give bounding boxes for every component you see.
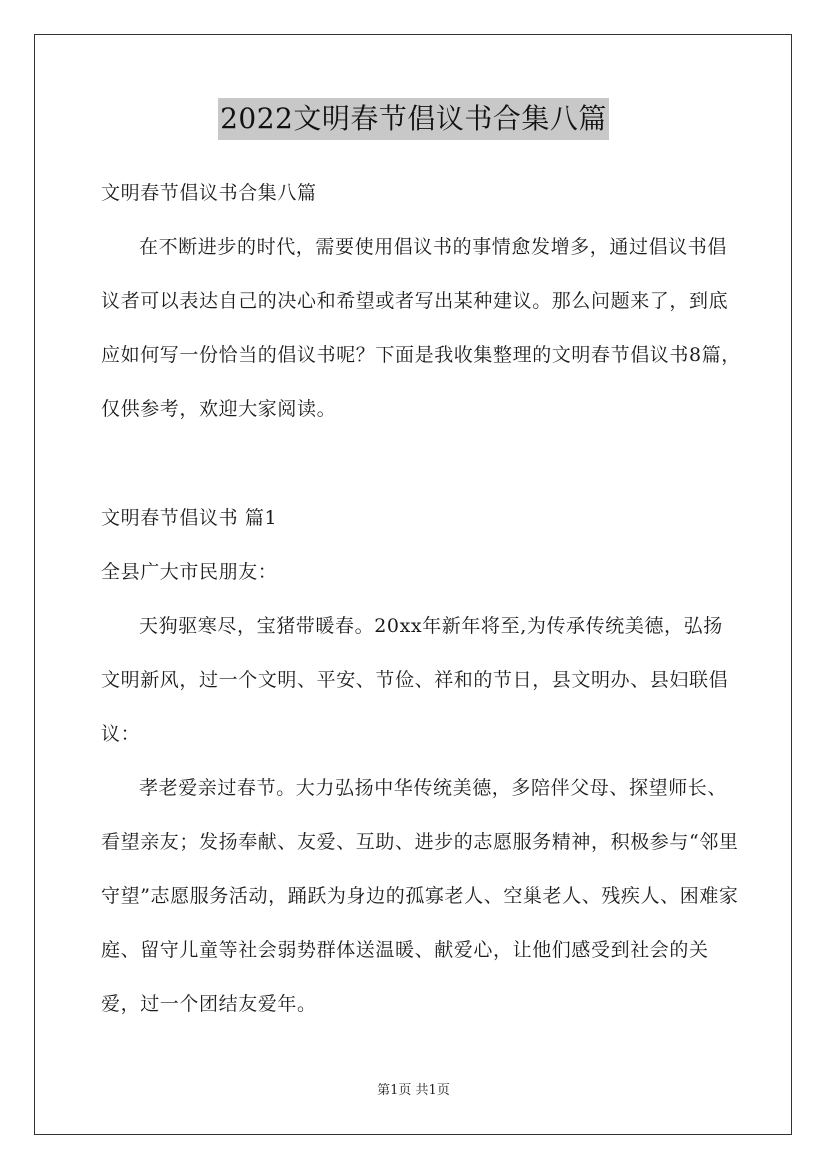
paragraph-2: 孝老爱亲过春节。大力弘扬中华传统美德，多陪伴父母、探望师长、看望亲友；发扬奉献、友爱、互助、进步的志愿服务精神，积极参与“邻里守望”志愿服务活动，踊跃为身边的孤寡老人、空巢老人、残疾人、困难家庭、留守儿童等社会弱势群体送温暖、献爱心，让他们感受到社会的关爱，过一个团结友爱年。 bbox=[101, 777, 739, 1015]
section-heading: 文明春节倡议书 篇1 bbox=[101, 507, 278, 529]
salutation: 全县广大市民朋友： bbox=[101, 561, 278, 583]
document-title: 2022文明春节倡议书合集八篇 bbox=[218, 98, 609, 140]
paragraph-1: 天狗驱寒尽，宝猪带暖春。20xx年新年将至,为传承传统美德，弘扬文明新风，过一个文明、平安、节俭、祥和的节日，县文明办、县妇联倡议： bbox=[101, 615, 729, 745]
document-subtitle: 文明春节倡议书合集八篇 bbox=[101, 182, 317, 204]
intro-paragraph: 在不断进步的时代，需要使用倡议书的事情愈发增多，通过倡议书倡议者可以表达自己的决心和希望或者写出某种建议。那么问题来了，到底应如何写一份恰当的倡议书呢？下面是我收集整理的文明春节倡议书8篇，仅供参考，欢迎大家阅读。 bbox=[101, 236, 741, 420]
title-container bbox=[0, 98, 827, 140]
page-footer: 第1页 共1页 bbox=[377, 1083, 450, 1098]
